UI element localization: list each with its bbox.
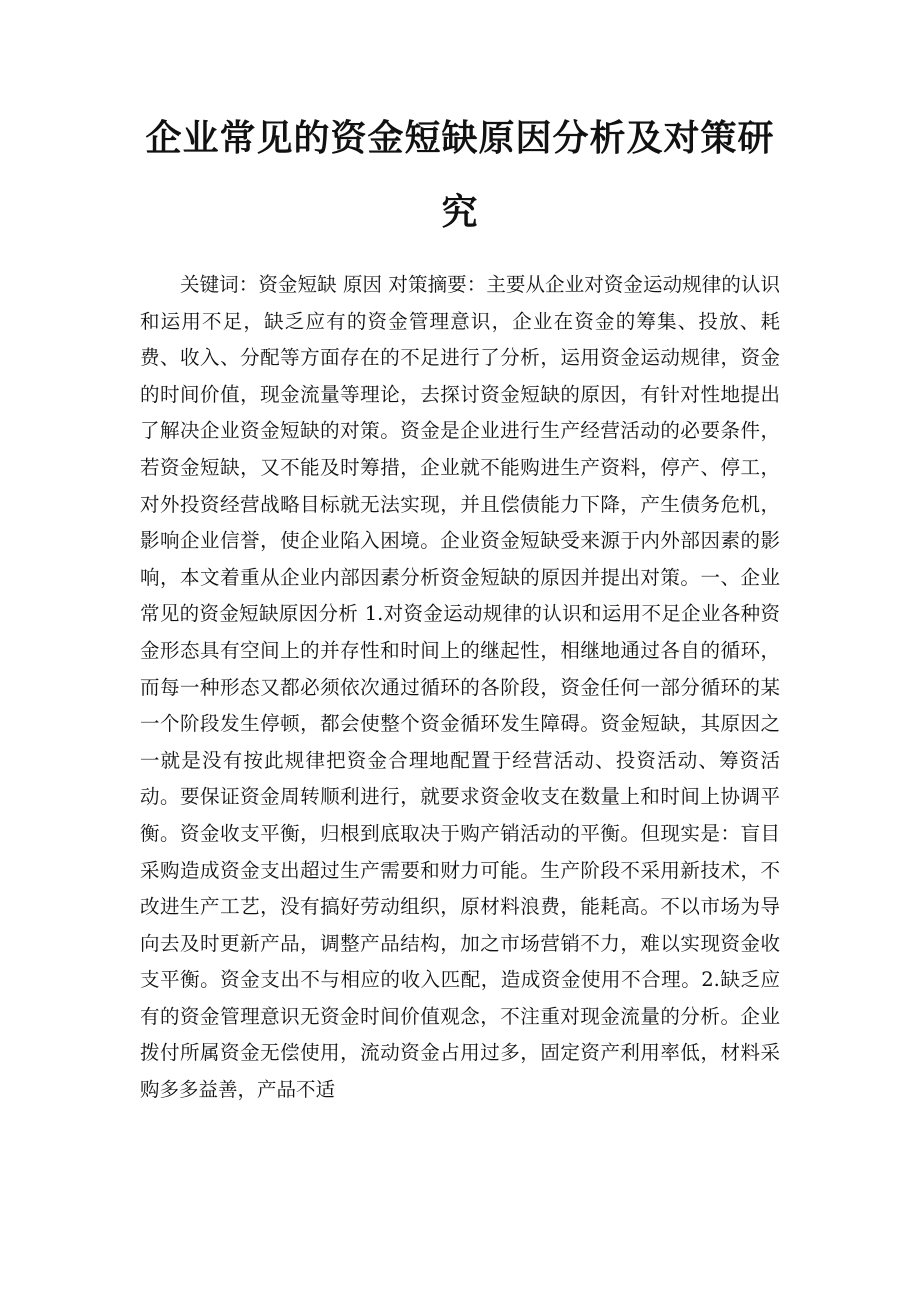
document-body: 关键词：资金短缺 原因 对策摘要：主要从企业对资金运动规律的认识和运用不足，缺乏应有的资金管理意识，企业在资金的筹集、投放、耗费、收入、分配等方面存在的不足进行了分析，运用资金运动规律，资金的时间价值，现金流量等理论，去探讨资金短缺的原因，有针对性地提出了解决企业资金短缺的对策。资金是企业进行生产经营活动的必要条件，若资金短缺，又不能及时筹措，企业就不能购进生产资料，停产、停工，对外投资经营战略目标就无法实现，并且偿债能力下降，产生债务危机，影响企业信誉，使企业陷入困境。企业资金短缺受来源于内外部因素的影响，本文着重从企业内部因素分析资金短缺的原因并提出对策。一、企业常见的资金短缺原因分析 1.对资金运动规律的认识和运用不足企业各种资金形态具有空间上的并存性和时间上的继起性，相继地通过各自的循环，而每一种形态又都必须依次通过循环的各阶段，资金任何一部分循环的某一个阶段发生停顿，都会使整个资金循环发生障碍。资金短缺，其原因之一就是没有按此规律把资金合理地配置于经营活动、投资活动、筹资活动。要保证资金周转顺利进行，就要求资金收支在数量上和时间上协调平衡。资金收支平衡，归根到底取决于购产销活动的平衡。但现实是：盲目采购造成资金支出超过生产需要和财力可能。生产阶段不采用新技术，不改进生产工艺，没有搞好劳动组织，原材料浪费，能耗高。不以市场为导向去及时更新产品，调整产品结构，加之市场营销不力，难以实现资金收支平衡。资金支出不与相应的收入匹配，造成资金使用不合理。2.缺乏应有的资金管理意识无资金时间价值观念，不注重对现金流量的分析。企业拨付所属资金无偿使用，流动资金占用过多，固定资产利用率低，材料采购多多益善，产品不适 [140,273,780,1102]
document-title: 企业常见的资金短缺原因分析及对策研究 [145,118,775,233]
